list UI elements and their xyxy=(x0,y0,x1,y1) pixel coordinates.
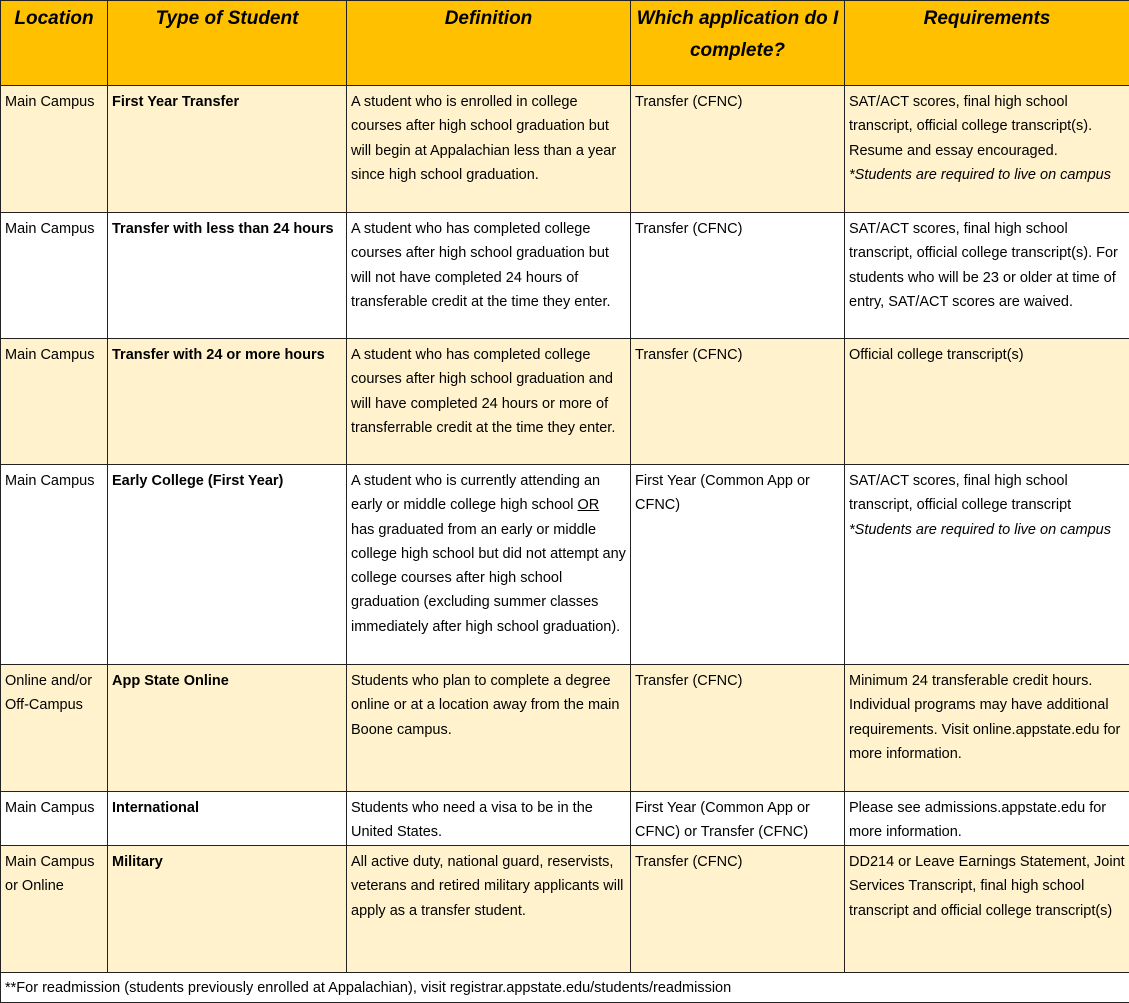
cell-requirements: Minimum 24 transferable credit hours. Individual programs may have additional requirements. Visit online.appstate.edu for more information. xyxy=(845,665,1129,792)
requirements-text: SAT/ACT scores, final high school transcript, official college transcript(s). Resume and essay encouraged. xyxy=(849,94,1092,159)
live-on-campus-note: *Students are required to live on campus xyxy=(849,167,1111,183)
cell-location: Main Campus xyxy=(1,213,108,339)
cell-location: Main Campus or Online xyxy=(1,846,108,973)
header-location: Location xyxy=(1,1,108,86)
footer-row xyxy=(1,973,1129,1003)
cell-definition: Students who need a visa to be in the United States. xyxy=(347,792,631,846)
cell-location: Main Campus xyxy=(1,465,108,665)
cell-application: First Year (Common App or CFNC) or Transfer (CFNC) xyxy=(631,792,845,846)
header-requirements: Requirements xyxy=(845,1,1129,86)
cell-application: Transfer (CFNC) xyxy=(631,339,845,465)
cell-application: Transfer (CFNC) xyxy=(631,213,845,339)
table-row xyxy=(1,465,1129,665)
cell-application: Transfer (CFNC) xyxy=(631,86,845,213)
requirements-text: SAT/ACT scores, final high school transcript, official college transcript xyxy=(849,473,1071,513)
cell-location: Main Campus xyxy=(1,86,108,213)
readmission-note: **For readmission (students previously enrolled at Appalachian), visit registrar.appstate.edu/students/readmission xyxy=(1,973,1129,1003)
cell-type: Transfer with 24 or more hours xyxy=(108,339,347,465)
table-row xyxy=(1,665,1129,792)
cell-definition: A student who has completed college courses after high school graduation but will not have completed 24 hours of transferable credit at the time they enter. xyxy=(347,213,631,339)
cell-location: Online and/or Off-Campus xyxy=(1,665,108,792)
table-row xyxy=(1,846,1129,973)
cell-application: First Year (Common App or CFNC) xyxy=(631,465,845,665)
header-row xyxy=(1,1,1129,86)
cell-location: Main Campus xyxy=(1,339,108,465)
cell-definition: A student who is enrolled in college courses after high school graduation but will begin at Appalachian less than a year since high school graduation. xyxy=(347,86,631,213)
table-row xyxy=(1,213,1129,339)
cell-type: Military xyxy=(108,846,347,973)
table-row xyxy=(1,339,1129,465)
header-definition: Definition xyxy=(347,1,631,86)
definition-text-b: has graduated from an early or middle college high school but did not attempt any college courses after high school graduation (excluding summer classes immediately after high school graduation). xyxy=(351,522,626,635)
cell-requirements: Official college transcript(s) xyxy=(845,339,1129,465)
cell-type: Transfer with less than 24 hours xyxy=(108,213,347,339)
cell-location: Main Campus xyxy=(1,792,108,846)
definition-text-a: A student who is currently attending an early or middle college high school xyxy=(351,473,600,513)
cell-definition: All active duty, national guard, reservists, veterans and retired military applicants will apply as a transfer student. xyxy=(347,846,631,973)
cell-type: App State Online xyxy=(108,665,347,792)
table-row xyxy=(1,792,1129,846)
definition-or: OR xyxy=(578,497,600,513)
cell-type: First Year Transfer xyxy=(108,86,347,213)
cell-type: International xyxy=(108,792,347,846)
cell-requirements: Please see admissions.appstate.edu for more information. xyxy=(845,792,1129,846)
cell-requirements: SAT/ACT scores, final high school transcript, official college transcript(s). For students who will be 23 or older at time of entry, SAT/ACT scores are waived. xyxy=(845,213,1129,339)
cell-definition xyxy=(347,465,631,665)
cell-definition: Students who plan to complete a degree online or at a location away from the main Boone campus. xyxy=(347,665,631,792)
header-type-of-student: Type of Student xyxy=(108,1,347,86)
cell-requirements xyxy=(845,465,1129,665)
table-row xyxy=(1,86,1129,213)
cell-requirements: DD214 or Leave Earnings Statement, Joint Services Transcript, final high school transcript and official college transcript(s) xyxy=(845,846,1129,973)
live-on-campus-note: *Students are required to live on campus xyxy=(849,522,1111,538)
cell-application: Transfer (CFNC) xyxy=(631,665,845,792)
cell-definition: A student who has completed college courses after high school graduation and will have completed 24 hours or more of transferrable credit at the time they enter. xyxy=(347,339,631,465)
cell-requirements xyxy=(845,86,1129,213)
cell-application: Transfer (CFNC) xyxy=(631,846,845,973)
header-application: Which application do I complete? xyxy=(631,1,845,86)
cell-type: Early College (First Year) xyxy=(108,465,347,665)
